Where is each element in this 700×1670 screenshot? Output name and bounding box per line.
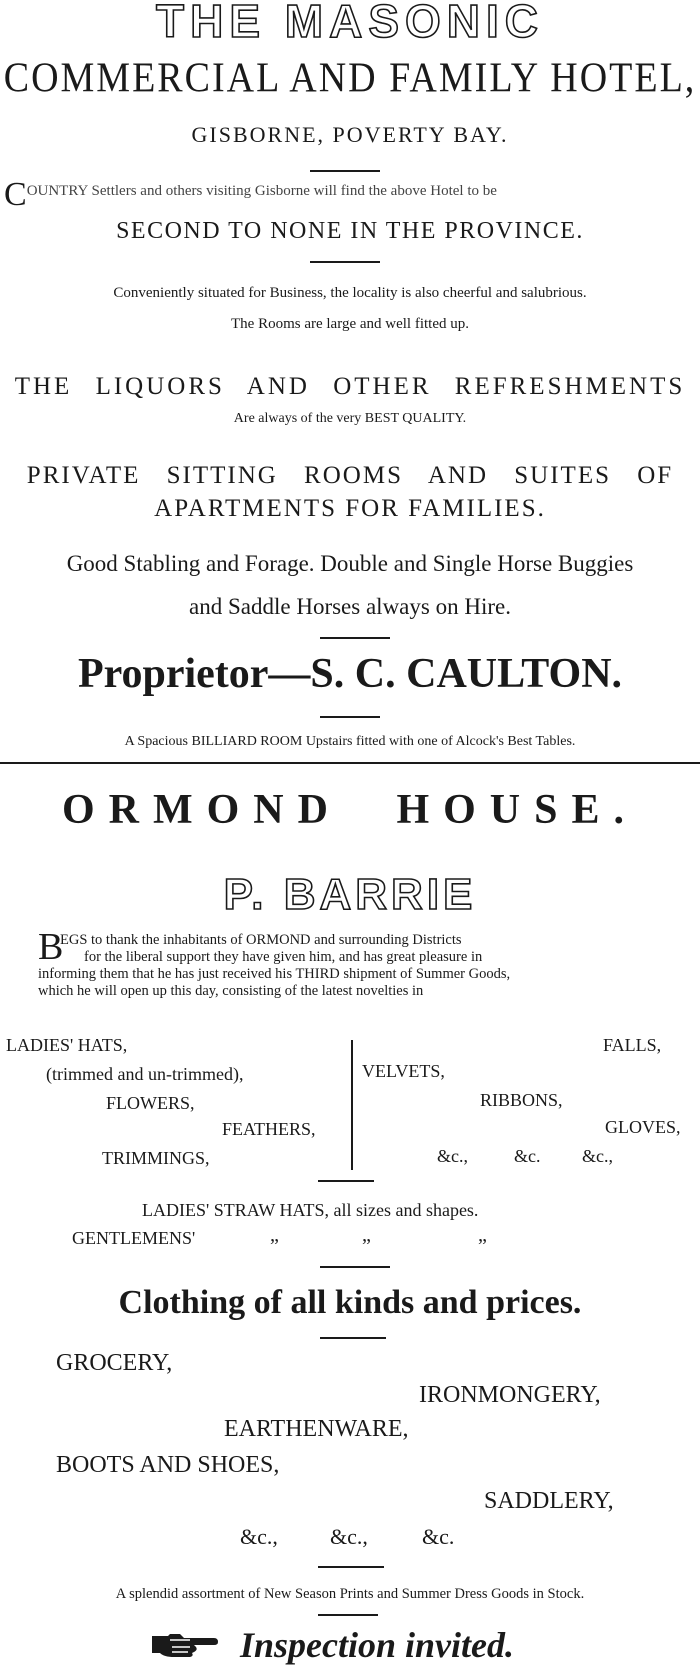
etc-item: &c.,	[582, 1146, 613, 1166]
goods-item: BOOTS AND SHOES,	[56, 1452, 280, 1478]
left-item: FEATHERS,	[222, 1119, 316, 1139]
right-item: VELVETS,	[362, 1061, 445, 1081]
private-line2: APARTMENTS FOR FAMILIES.	[154, 495, 546, 522]
liquors-heading: THE LIQUORS AND OTHER REFRESHMENTS	[14, 373, 686, 400]
etc-item: &c.,	[240, 1524, 278, 1549]
intro-line: EGS to thank the inhabitants of ORMOND and surrounding Districts	[60, 932, 462, 948]
intro-line: for the liberal support they have given him, and has great pleasure in	[84, 949, 483, 965]
left-item: TRIMMINGS,	[102, 1148, 210, 1168]
inspection-invited: Inspection invited.	[240, 1625, 515, 1665]
ditto-mark: „	[270, 1224, 279, 1246]
ditto-mark: „	[362, 1224, 371, 1246]
assortment-line: A splendid assortment of New Season Prints and Summer Dress Goods in Stock.	[115, 1586, 585, 1602]
divider	[320, 637, 390, 639]
divider	[320, 1337, 386, 1339]
etc-item: &c.	[514, 1146, 541, 1166]
right-item: FALLS,	[603, 1035, 662, 1055]
intro-line: informing them that he has just received his THIRD shipment of Summer Goods,	[38, 966, 511, 982]
hotel-title: THE MASONIC	[156, 0, 544, 47]
billiard-line: A Spacious BILLIARD ROOM Upstairs fitted with one of Alcock's Best Tables.	[124, 734, 576, 749]
intro-text: OUNTRY Settlers and others visiting Gisborne will find the above Hotel to be	[26, 183, 497, 199]
hotel-location: GISBORNE, POVERTY BAY.	[191, 122, 509, 147]
left-item: LADIES' HATS,	[6, 1035, 128, 1055]
divider	[310, 170, 380, 172]
column-divider	[351, 1040, 353, 1170]
left-item: FLOWERS,	[106, 1093, 195, 1113]
hotel-subtitle: COMMERCIAL AND FAMILY HOTEL,	[3, 54, 697, 102]
divider	[318, 1180, 374, 1182]
gentlemens-label: GENTLEMENS'	[72, 1228, 196, 1248]
divider	[320, 716, 380, 718]
etc-item: &c.,	[330, 1524, 368, 1549]
goods-item: SADDLERY,	[484, 1488, 614, 1514]
ormond-title: ORMOND HOUSE.	[61, 787, 638, 833]
convenience-line: Conveniently situated for Business, the locality is also cheerful and salubrious.	[113, 285, 587, 301]
goods-item: GROCERY,	[56, 1350, 173, 1376]
stabling-line2: and Saddle Horses always on Hire.	[189, 594, 511, 619]
right-item: RIBBONS,	[480, 1090, 563, 1110]
etc-item: &c.	[422, 1524, 455, 1549]
section-divider	[0, 762, 700, 764]
divider	[310, 261, 380, 263]
divider	[318, 1566, 384, 1568]
hotel-tagline: SECOND TO NONE IN THE PROVINCE.	[116, 218, 584, 244]
right-item: GLOVES,	[605, 1117, 681, 1137]
ditto-mark: „	[478, 1224, 487, 1246]
proprietor: Proprietor—S. C. CAULTON.	[77, 651, 623, 697]
left-item: (trimmed and un-trimmed),	[46, 1064, 244, 1084]
pointing-hand-icon	[150, 1628, 220, 1660]
private-line1: PRIVATE SITTING ROOMS AND SUITES OF	[26, 462, 674, 489]
goods-item: IRONMONGERY,	[419, 1382, 601, 1408]
stabling-line1: Good Stabling and Forage. Double and Single Horse Buggies	[66, 551, 634, 576]
merchant-name: P. BARRIE	[223, 870, 477, 919]
rooms-line: The Rooms are large and well fitted up.	[231, 316, 469, 332]
clothing-line: Clothing of all kinds and prices.	[118, 1284, 582, 1321]
divider	[318, 1614, 378, 1616]
divider	[320, 1266, 390, 1268]
goods-item: EARTHENWARE,	[224, 1416, 409, 1442]
hotel-intro	[4, 176, 497, 214]
straw-hats-line: LADIES' STRAW HATS, all sizes and shapes.	[142, 1200, 479, 1220]
drop-cap: B	[38, 926, 64, 968]
intro-line: which he will open up this day, consisting of the latest novelties in	[38, 983, 424, 999]
etc-item: &c.,	[437, 1146, 468, 1166]
liquors-sub: Are always of the very BEST QUALITY.	[233, 411, 467, 426]
drop-cap: C	[4, 176, 27, 213]
ormond-intro	[38, 926, 668, 1000]
